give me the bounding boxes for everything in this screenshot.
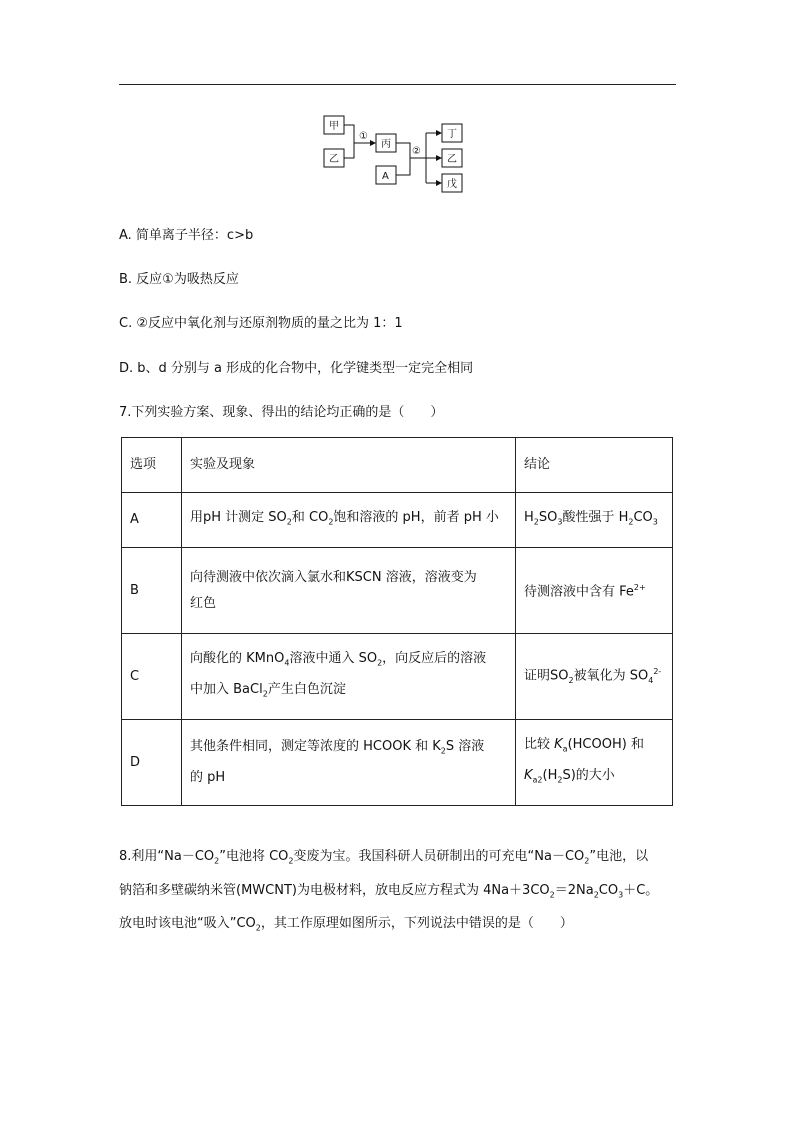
row-experiment: 向待测液中依次滴入氯水和KSCN 溶液，溶液变为 红色 [182,548,516,634]
header-rule [119,84,676,85]
option-c: C. ②反应中氧化剂与还原剂物质的量之比为 1：1 [119,316,403,331]
header-conclusion: 结论 [516,438,673,493]
node-wu: 戊 [447,179,457,190]
row-option: C [122,634,182,720]
row-option: D [122,720,182,806]
row-option: A [122,493,182,548]
option-b: B. 反应①为吸热反应 [119,272,239,287]
q8-line-1: 8.利用“$Na-CO_2$”电池将 $CO_2$变废为宝。我国科研人员研制出的可充电“$Na-CO_2$”电池，以 [119,849,649,866]
table-row [122,720,673,806]
node-ding: 丁 [447,129,457,140]
option-a: A. 简单离子半径：c>b [119,228,254,243]
table-header-row [122,438,673,493]
question-8-stem [119,842,679,943]
node-yi2: 乙 [447,154,457,165]
option-d: D. b、d 分别与 a 形成的化合物中，化学键类型一定完全相同 [119,361,474,376]
table-row [122,634,673,720]
table-row [122,493,673,548]
node-jia: 甲 [329,121,339,132]
q8-line-2: 钠箔和多壁碳纳米管(MWCNT)为电极材料，放电反应方程式为 $4Na+3CO_2=2Na_2CO_3+C$。 [119,882,659,900]
node-bing: 丙 [381,139,391,150]
experiment-table [121,437,673,806]
row-experiment: 其他条件相同，测定等浓度的 HCOOK 和 $K_2S$ 溶液 的 pH [182,720,516,806]
reaction-flow-diagram [320,112,480,194]
row-conclusion: 待测溶液中含有 $Fe^{2+}$ [516,548,673,634]
step-2-label: ② [412,146,421,157]
table-row [122,548,673,634]
q8-line-3: 放电时该电池“吸入$”CO_2$，其工作原理如图所示，下列说法中错误的是（ ） [119,916,573,933]
row-experiment: 用pH 计测定 $SO_2$和 $CO_2$饱和溶液的 pH，前者 pH 小 [182,493,516,548]
row-option: B [122,548,182,634]
header-option: 选项 [122,438,182,493]
row-conclusion: $H_2SO_3$酸性强于 $H_2CO_3$ [516,493,673,548]
row-conclusion: 比较 $K_a(HCOOH)$ 和 $K_{a2}(H_2S)$的大小 [516,720,673,806]
row-experiment: 向酸化的 KMnO$_4$溶液中通入 $SO_2$，向反应后的溶液 中加入 BaCl$_2$产生白色沉淀 [182,634,516,720]
row-conclusion: 证明$SO_2$被氧化为 $SO_4^{2-}$ [516,634,673,720]
node-a: A [382,171,389,182]
node-yi: 乙 [329,154,339,165]
step-1-label: ① [359,131,368,142]
header-experiment: 实验及现象 [182,438,516,493]
question-7-stem: 7.下列实验方案、现象、得出的结论均正确的是（ ） [119,405,444,420]
